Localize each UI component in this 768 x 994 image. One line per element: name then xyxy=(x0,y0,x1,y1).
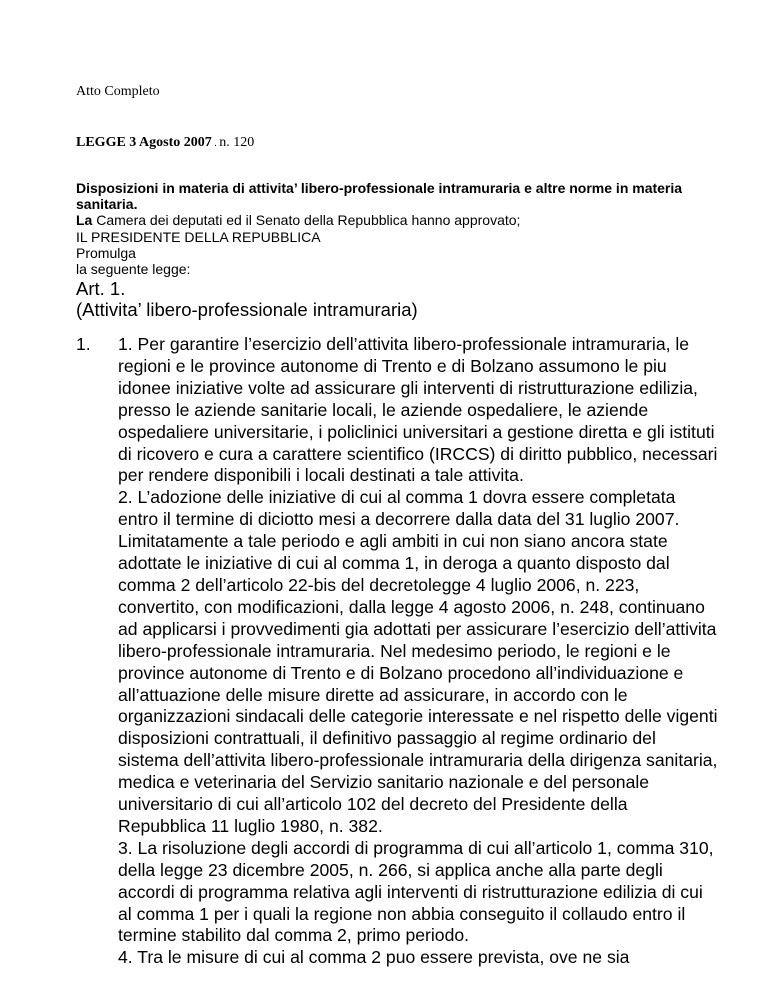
paragraph-3: 3. La risoluzione degli accordi di programma di cui all’articolo 1, comma 310, della legge 23 dicembre 2005, n. 266, si applica anche alla parte degli accordi di programma relativa agli interventi di ristrutturazione edilizia di cui al comma 1 per i quali la regione non abbia conseguito il collaudo entro il termine stabilito dal comma 2, primo periodo. xyxy=(118,837,714,946)
law-intro xyxy=(76,180,716,277)
article-title: Art. 1. xyxy=(76,278,126,299)
seguente-line: la seguente legge: xyxy=(76,261,191,278)
article-subtitle: (Attivita’ libero-professionale intramuraria) xyxy=(76,299,418,320)
promulga-line: Promulga xyxy=(76,244,136,261)
law-number: n. 120 xyxy=(219,135,255,150)
law-title-text: LEGGE 3 Agosto 2007 xyxy=(76,135,212,150)
article-body xyxy=(118,334,718,969)
paragraph-2-continued: libero-professionale intramuraria. Nel medesimo periodo, le regioni e le province autonome di Trento e di Bolzano procedono all’individuazione e all’attuazione delle misure dirette ad assicurare, in accordo con le organizzazioni sindacali delle categorie interessate e nel rispetto delle vigenti disposizioni contrattuali, il definitivo passaggio al regime ordinario del sistema dell’attivita libero-professionale intramuraria della dirigenza sanitaria, medica e veterinaria del Servizio sanitario nazionale e del personale universitario di cui all’articolo 102 del decreto del Presidente della Repubblica 11 luglio 1980, n. 382. xyxy=(118,640,718,836)
paragraph-4: 4. Tra le misure di cui al comma 2 puo essere prevista, ove ne sia xyxy=(118,947,630,968)
law-title-separator: . xyxy=(211,138,220,149)
paragraph-2: 2. L’adozione delle iniziative di cui al comma 1 dovra essere completata entro il termine di diciotto mesi a decorrere dalla data del 31 luglio 2007. Limitatamente a tale periodo e agli ambiti in cui non siano ancora state adottate le iniziative di cui al comma 1, in deroga a quanto disposto dal comma 2 dell’articolo 22-bis del decretolegge 4 luglio 2006, n. 223, convertito, con modificazioni, dalla legge 4 agosto 2006, n. 248, continuano ad applicarsi i provvedimenti gia adottati per assicurare l’esercizio dell’attivita xyxy=(118,487,717,639)
list-marker: 1. xyxy=(76,334,91,354)
president-line: IL PRESIDENTE DELLA REPUBBLICA xyxy=(76,228,321,245)
law-title xyxy=(76,135,254,151)
law-heading: Disposizioni in materia di attivita’ libero-professionale intramuraria e altre norme in materia sanitaria. xyxy=(76,180,683,213)
approval-line xyxy=(76,212,716,228)
paragraph-1: 1. Per garantire l’esercizio dell’attivita libero-professionale intramuraria, le regioni e le province autonome di Trento e di Bolzano assumono le piu idonee iniziative volte ad assicurare gli interventi di ristrutturazione edilizia, presso le aziende sanitarie locali, le aziende ospedaliere, le aziende ospedaliere universitarie, i policlinici universitari a gestione diretta e gli istituti di ricovero e cura a carattere scientifico (IRCCS) di diritto pubblico, necessari per rendere disponibili i locali destinati a tale attivita. xyxy=(118,334,718,486)
approval-text: Camera dei deputati ed il Senato della Repubblica hanno approvato; xyxy=(92,212,521,229)
approval-la: La xyxy=(76,212,93,229)
atto-completo-label: Atto Completo xyxy=(76,84,160,99)
